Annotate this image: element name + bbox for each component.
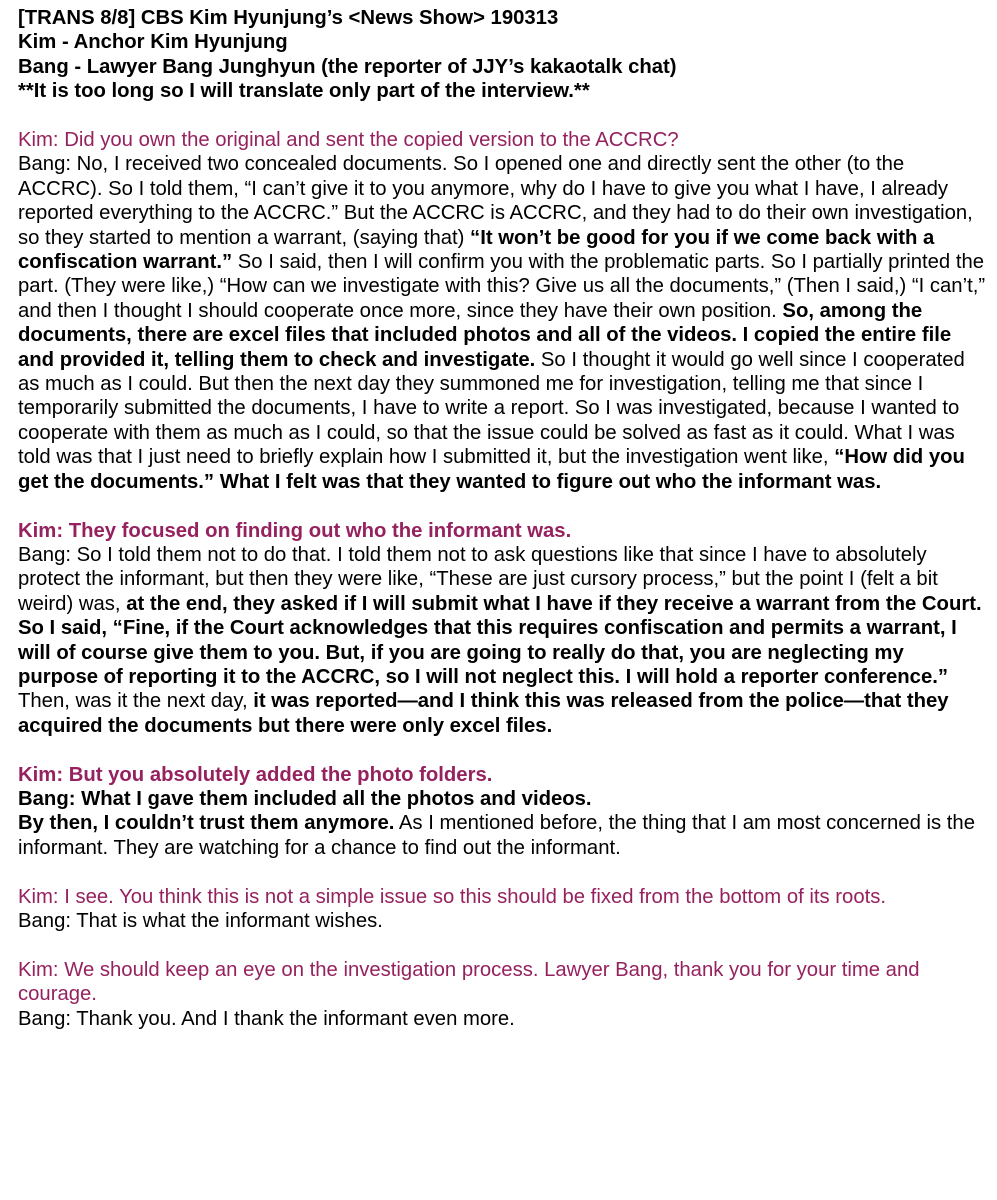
answer-text: Bang: So I told them not to do that. I told them not to ask questions like that since I have to absolutely protect the informant, but then they were like, “These are just cursory process,” but the point I (felt a bit weird) was, — [18, 543, 938, 615]
exchange-2 — [18, 519, 987, 739]
kim-question: Kim: Did you own the original and sent the copied version to the ACCRC? — [18, 129, 679, 152]
kim-question: Kim: They focused on finding out who the informant was. — [18, 519, 572, 542]
kim-question: Kim: We should keep an eye on the investigation process. Lawyer Bang, thank you for your time and courage. — [18, 958, 920, 1006]
title-line: [TRANS 8/8] CBS Kim Hyunjung’s <News Show> 190313 — [18, 7, 559, 29]
kim-question: Kim: I see. You think this is not a simple issue so this should be fixed from the bottom of its roots. — [18, 885, 887, 908]
answer-text: Then, was it the next day, — [18, 690, 254, 713]
exchange-4 — [18, 885, 987, 934]
answer-emphasis: “It won’t be good for you if we come back with a confiscation warrant.” — [18, 226, 935, 274]
answer-emphasis: By then, I couldn’t trust them anymore. — [18, 812, 395, 835]
answer-emphasis: So, among the documents, there are excel files that included photos and all of the videos. I copied the entire file and provided it, telling them to check and investigate. — [18, 299, 952, 371]
answer-text: As I mentioned before, the thing that I am most concerned is the informant. They are watching for a chance to find out the informant. — [18, 812, 975, 859]
answer-text: So I said, then I will confirm you with the problematic parts. So I partially printed the part. (They were like,) “How can we investigate with this? Give us all the documents,” (Then I said,) “I can’t,” and then I thought I should cooperate once more, since they have their own position. — [18, 251, 986, 322]
bang-answer — [18, 543, 987, 738]
anchor-line: Kim - Anchor Kim Hyunjung — [18, 31, 288, 54]
answer-emphasis: at the end, they asked if I will submit what I have if they receive a warrant from the Court. So I said, “Fine, if the Court acknowledges that this requires confiscation and permits a warrant, I will of course give them to you. But, if you are going to really do that, you are neglecting my purpose of reporting it to the ACCRC, so I will not neglect this. I will hold a reporter conference.” — [18, 592, 982, 688]
bang-answer: Bang: What I gave them included all the photos and videos. — [18, 787, 592, 810]
bang-answer: Bang: Thank you. And I thank the informant even more. — [18, 1007, 515, 1030]
answer-emphasis: it was reported—and I think this was released from the police—that they acquired the documents but there were only excel files. — [18, 690, 949, 737]
transcript-header — [18, 6, 987, 104]
answer-text: Bang: No, I received two concealed documents. So I opened one and directly sent the other (to the ACCRC). So I told them, “I can’t give it to you anymore, why do I have to give you what I have, I already reported everything to the ACCRC.” But the ACCRC is ACCRC, and they had to do their own investigation, so they started to mention a warrant, (saying that) — [18, 153, 973, 249]
exchange-1 — [18, 128, 987, 494]
bang-answer: Bang: That is what the informant wishes. — [18, 909, 383, 932]
translator-note: **It is too long so I will translate only part of the interview.** — [18, 80, 590, 103]
exchange-5 — [18, 958, 987, 1031]
bang-answer — [18, 152, 987, 494]
lawyer-line: Bang - Lawyer Bang Junghyun (the reporter of JJY’s kakaotalk chat) — [18, 55, 677, 78]
exchange-3 — [18, 763, 987, 861]
answer-emphasis: “How did you get the documents.” What I felt was that they wanted to figure out who the informant was. — [18, 446, 965, 493]
kim-question: Kim: But you absolutely added the photo folders. — [18, 763, 493, 786]
bang-answer — [18, 811, 987, 860]
answer-text: So I thought it would go well since I cooperated as much as I could. But then the next day they summoned me for investigation, telling me that since I temporarily submitted the documents, I have to write a report. So I was investigated, because I wanted to cooperate with them as much as I could, so that the issue could be solved as fast as it could. What I was told was that I just need to briefly explain how I submitted it, but the investigation went like, — [18, 348, 965, 469]
